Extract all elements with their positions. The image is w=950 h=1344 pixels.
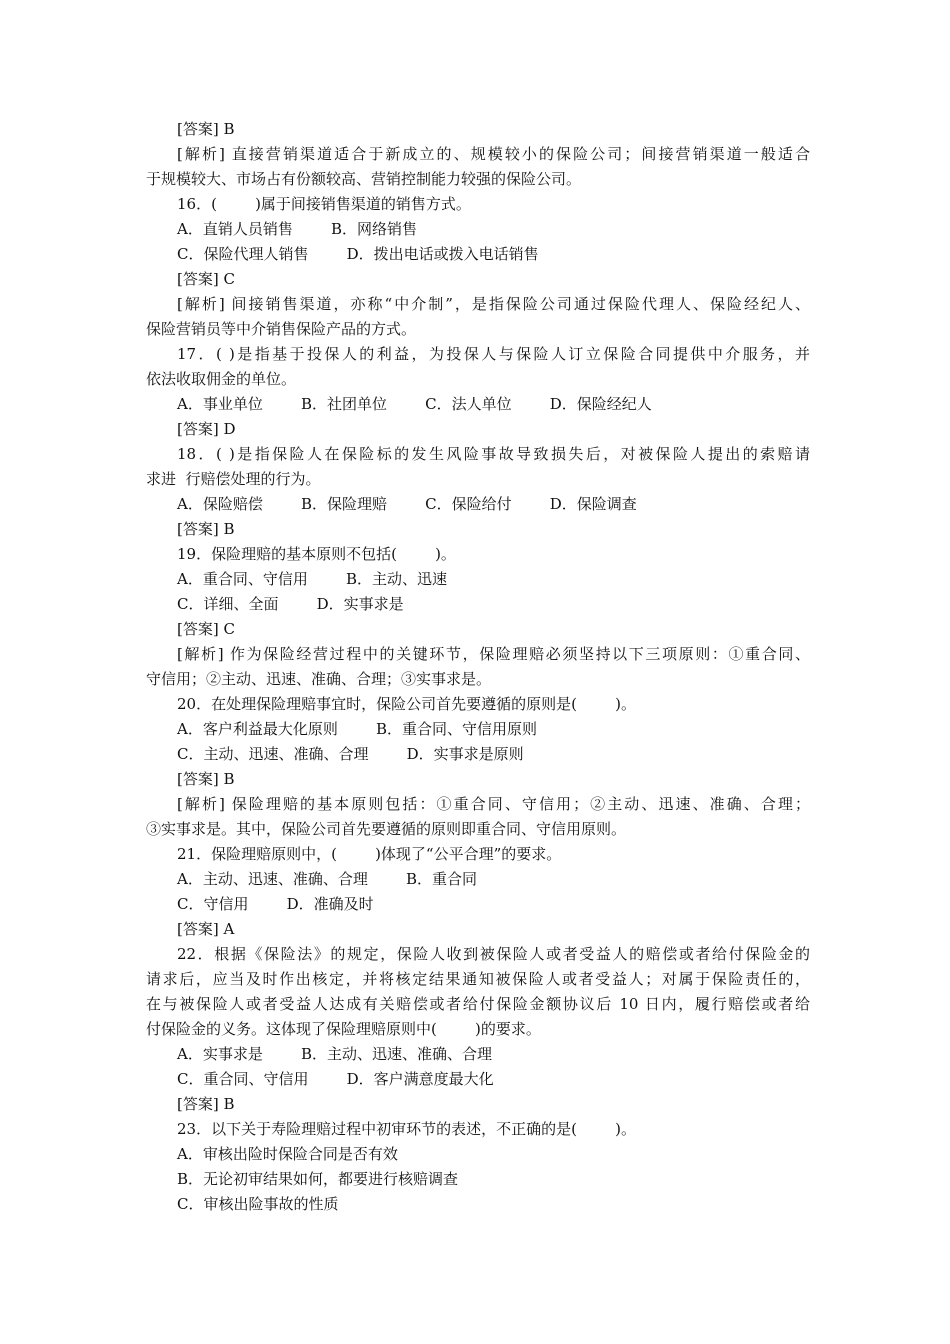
option-line: C．主动、迅速、准确、合理 D．实事求是原则 xyxy=(177,745,524,763)
analysis-line: 保险营销员等中介销售保险产品的方式。 xyxy=(146,320,417,338)
option-line: A．重合同、守信用 B．主动、迅速 xyxy=(177,570,448,588)
analysis-line: 守信用；②主动、迅速、准确、合理；③实事求是。 xyxy=(146,670,492,688)
question-line: 请求后，应当及时作出核定，并将核定结果通知被保险人或者受益人；对属于保险责任的， xyxy=(146,970,810,988)
analysis-line: ③实事求是。其中，保险公司首先要遵循的原则即重合同、守信用原则。 xyxy=(146,820,627,838)
analysis-line: [解析] 间接销售渠道，亦称“中介制”，是指保险公司通过保险代理人、保险经纪人、 xyxy=(177,295,810,313)
question-line: 20．在处理保险理赔事宜时，保险公司首先要遵循的原则是( )。 xyxy=(177,695,636,713)
question-line: 23．以下关于寿险理赔过程中初审环节的表述，不正确的是( )。 xyxy=(177,1120,636,1138)
answer-line: [答案] B xyxy=(177,1095,235,1113)
analysis-line: 于规模较大、市场占有份额较高、营销控制能力较强的保险公司。 xyxy=(146,170,582,188)
option-line: A．保险赔偿 B．保险理赔 C．保险给付 D．保险调查 xyxy=(177,495,637,513)
answer-line: [答案] D xyxy=(177,420,236,438)
analysis-line: [解析] 直接营销渠道适合于新成立的、规模较小的保险公司；间接营销渠道一般适合 xyxy=(177,145,810,163)
option-line: B．无论初审结果如何，都要进行核赔调查 xyxy=(177,1170,459,1188)
option-line: A．直销人员销售 B．网络销售 xyxy=(177,220,418,238)
option-line: C．审核出险事故的性质 xyxy=(177,1195,339,1213)
question-line: 18．( )是指保险人在保险标的发生风险事故导致损失后，对被保险人提出的索赔请 xyxy=(177,445,810,463)
question-line: 19．保险理赔的基本原则不包括( )。 xyxy=(177,545,456,563)
option-line: C．详细、全面 D．实事求是 xyxy=(177,595,404,613)
option-line: C．守信用 D．准确及时 xyxy=(177,895,374,913)
question-line: 21．保险理赔原则中，( )体现了“公平合理”的要求。 xyxy=(177,845,562,863)
question-line: 依法收取佣金的单位。 xyxy=(146,370,297,388)
option-line: A．实事求是 B．主动、迅速、准确、合理 xyxy=(177,1045,493,1063)
answer-line: [答案] A xyxy=(177,920,235,938)
answer-line: [答案] B xyxy=(177,120,235,138)
question-line: 16．( )属于间接销售渠道的销售方式。 xyxy=(177,195,471,213)
question-line: 在与被保险人或者受益人达成有关赔偿或者给付保险金额协议后 10 日内，履行赔偿或者给 xyxy=(146,995,810,1013)
option-line: A．事业单位 B．社团单位 C．法人单位 D．保险经纪人 xyxy=(177,395,652,413)
document-page xyxy=(146,117,810,1217)
option-line: A．客户利益最大化原则 B．重合同、守信用原则 xyxy=(177,720,538,738)
answer-line: [答案] B xyxy=(177,770,235,788)
analysis-line: [解析] 保险理赔的基本原则包括：①重合同、守信用；②主动、迅速、准确、合理； xyxy=(177,795,810,813)
answer-line: [答案] B xyxy=(177,520,235,538)
option-line: A．主动、迅速、准确、合理 B．重合同 xyxy=(177,870,478,888)
answer-line: [答案] C xyxy=(177,620,235,638)
question-line: 22．根据《保险法》的规定，保险人收到被保险人或者受益人的赔偿或者给付保险金的 xyxy=(177,945,810,963)
option-line: C．保险代理人销售 D．拨出电话或拨入电话销售 xyxy=(177,245,539,263)
answer-line: [答案] C xyxy=(177,270,235,288)
option-line: A．审核出险时保险合同是否有效 xyxy=(177,1145,398,1163)
question-line: 求进 行赔偿处理的行为。 xyxy=(146,470,321,488)
question-line: 付保险金的义务。这体现了保险理赔原则中( )的要求。 xyxy=(146,1020,541,1038)
analysis-line: [解析] 作为保险经营过程中的关键环节，保险理赔必须坚持以下三项原则：①重合同、 xyxy=(177,645,810,663)
question-line: 17．( )是指基于投保人的利益，为投保人与保险人订立保险合同提供中介服务，并 xyxy=(177,345,810,363)
option-line: C．重合同、守信用 D．客户满意度最大化 xyxy=(177,1070,494,1088)
